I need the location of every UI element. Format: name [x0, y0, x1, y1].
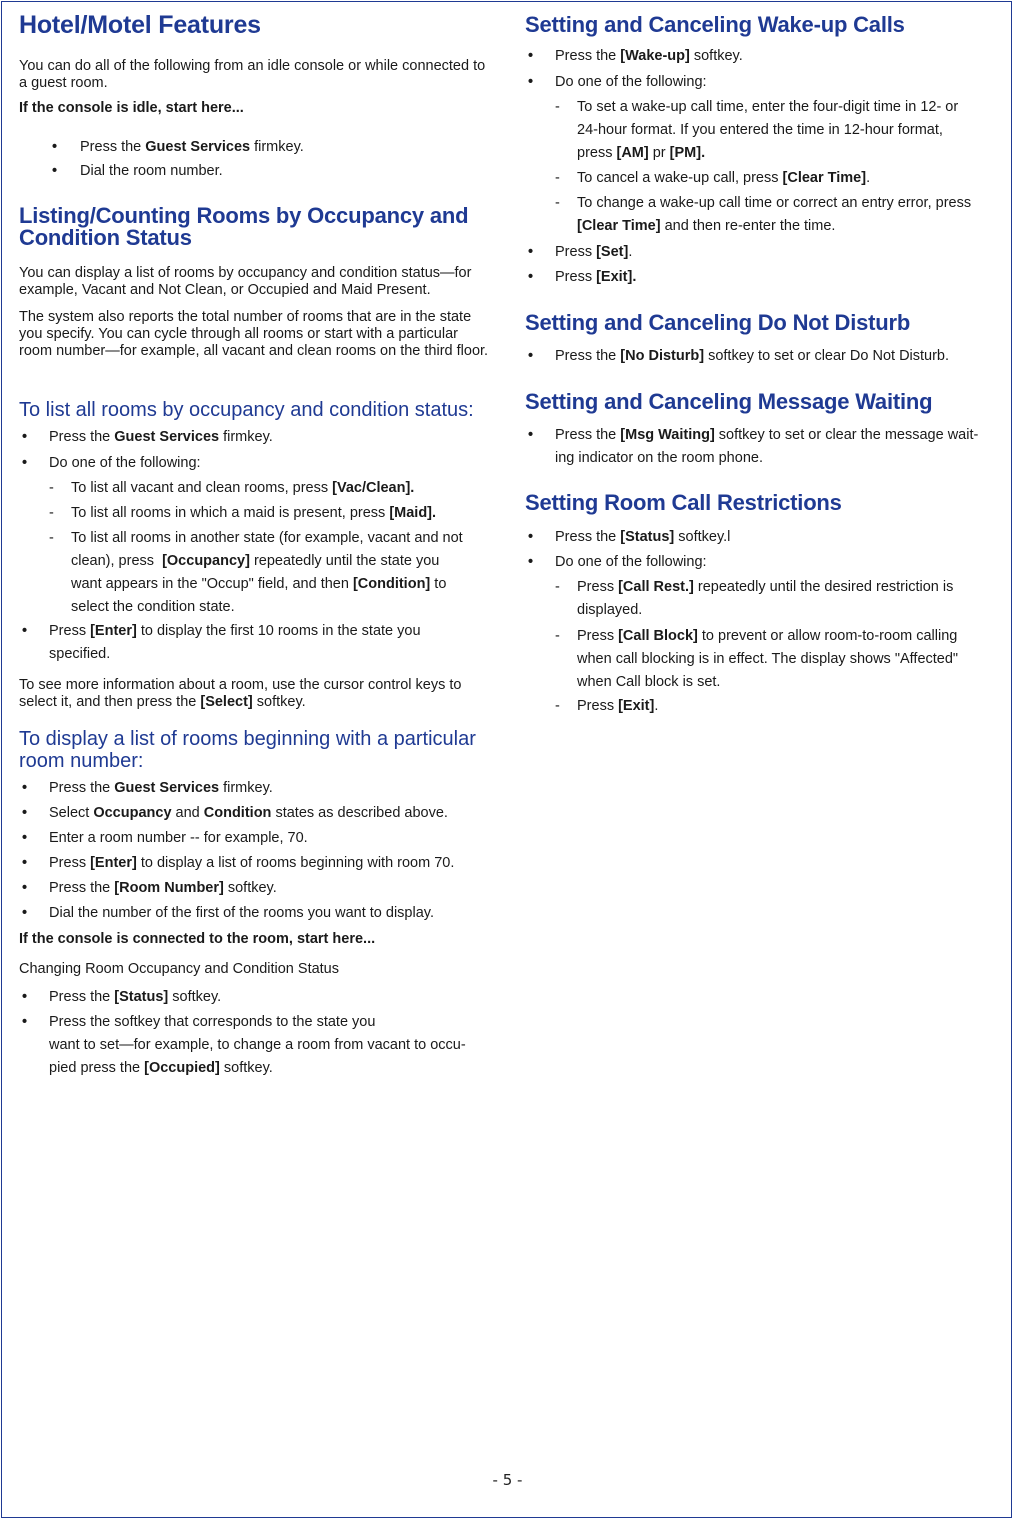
- list-item: • Press [Exit].: [528, 266, 995, 289]
- list-item: • Press [Enter] to display a list of rooms beginning with room 70.: [22, 852, 489, 875]
- listing-heading: Listing/Counting Rooms by Occupancy and Condition Status: [19, 203, 469, 250]
- wake-up-heading: Setting and Canceling Wake-up Calls: [525, 12, 905, 37]
- list-item: • Press the [Room Number] softkey.: [22, 877, 489, 900]
- bullet-icon: •: [528, 74, 534, 90]
- idle-heading: If the console is idle, start here...: [19, 100, 244, 116]
- list-item: • Select Occupancy and Condition states as described above.: [22, 802, 489, 825]
- bullet-icon: •: [22, 429, 28, 445]
- bullet-icon: •: [22, 455, 28, 471]
- bullet-icon: •: [528, 348, 534, 364]
- bullet-icon: •: [52, 139, 58, 155]
- hotel-features-heading: Hotel/Motel Features: [19, 11, 261, 39]
- more-info-paragraph: To see more information about a room, use the cursor control keys to select it, and then press the [Select] softkey.: [19, 677, 462, 710]
- bullet-icon: •: [22, 855, 28, 871]
- list-item: • Press the [Msg Waiting] softkey to set or clear the message wait- ing indicator on the room phone.: [528, 424, 1005, 470]
- list-item: • Do one of the following:: [528, 551, 995, 574]
- list-item: • Press the [Wake-up] softkey.: [528, 45, 995, 68]
- sub-item: - Press [Call Block] to prevent or allow room-to-room calling when call blocking is in effect. The display shows "Affected" when Call block is set.: [555, 628, 959, 690]
- display-list-heading: To display a list of rooms beginning with a particular room number:: [19, 728, 476, 772]
- list-item: • Press [Enter] to display the first 10 rooms in the state you specified.: [22, 620, 489, 666]
- sub-item: - To list all rooms in another state (for example, vacant and not clean), press [Occupancy] repeatedly until the state you want appears in the "Occup" field, and then [Condition] to select the condition state.: [49, 530, 463, 615]
- do-not-disturb-heading: Setting and Canceling Do Not Disturb: [525, 310, 911, 335]
- bullet-icon: •: [52, 163, 58, 179]
- list-item: • Press the Guest Services firmkey.: [22, 777, 489, 800]
- list-all-heading: To list all rooms by occupancy and condition status:: [19, 399, 474, 421]
- list-item: • Press [Set].: [528, 241, 995, 264]
- list-item: • Press the softkey that corresponds to the state you want to set—for example, to change a room from vacant to occu- pied press the [Occupied] softkey.: [22, 1011, 489, 1080]
- sub-item: - To change a wake-up call time or correct an entry error, press [Clear Time] and then re-enter the time.: [555, 195, 972, 234]
- page-number: - 5 -: [492, 1471, 523, 1489]
- list-item: • Press the Guest Services firmkey.: [52, 136, 304, 159]
- bullet-icon: •: [528, 554, 534, 570]
- call-restrictions-heading: Setting Room Call Restrictions: [525, 490, 842, 515]
- sub-item: - Press [Exit].: [555, 698, 659, 714]
- sub-item: - To set a wake-up call time, enter the four-digit time in 12- or 24-hour format. If you entered the time in 12-hour format, press [AM] pr [PM].: [555, 99, 959, 161]
- message-waiting-heading: Setting and Canceling Message Waiting: [525, 389, 933, 414]
- list-item: • Press the [Status] softkey.l: [528, 526, 995, 549]
- sub-item: - To cancel a wake-up call, press [Clear Time].: [555, 170, 871, 186]
- list-item: • Dial the number of the first of the rooms you want to display.: [22, 902, 489, 925]
- list-item: • Press the [Status] softkey.: [22, 986, 489, 1009]
- bullet-icon: •: [22, 905, 28, 921]
- listing-paragraph-2: The system also reports the total number of rooms that are in the state you specify. You can cycle through all rooms or start with a particular room number—for example, all vacant and clean rooms on the third floor.: [19, 309, 489, 359]
- bullet-icon: •: [528, 427, 534, 443]
- list-item: • Press the Guest Services firmkey.: [22, 426, 489, 449]
- bullet-icon: •: [22, 623, 28, 639]
- hotel-intro: You can do all of the following from an idle console or while connected to a guest room.: [19, 58, 486, 91]
- list-item: • Do one of the following:: [22, 452, 489, 475]
- list-item: • Dial the room number.: [52, 160, 223, 183]
- sub-item: - To list all vacant and clean rooms, press [Vac/Clean].: [49, 480, 415, 496]
- sub-item: - Press [Call Rest.] repeatedly until the desired restriction is displayed.: [555, 579, 954, 618]
- bullet-icon: •: [22, 989, 28, 1005]
- list-item: • Press the [No Disturb] softkey to set or clear Do Not Disturb.: [528, 345, 995, 368]
- bullet-icon: •: [528, 48, 534, 64]
- bullet-icon: •: [528, 269, 534, 285]
- list-item: • Do one of the following:: [528, 71, 995, 94]
- bullet-icon: •: [22, 805, 28, 821]
- list-item: • Enter a room number -- for example, 70.: [22, 827, 489, 850]
- bullet-icon: •: [22, 830, 28, 846]
- changing-status-label: Changing Room Occupancy and Condition Status: [19, 961, 339, 977]
- sub-item: - To list all rooms in which a maid is present, press [Maid].: [49, 505, 437, 521]
- listing-paragraph-1: You can display a list of rooms by occupancy and condition status—for example, Vacant and Not Clean, or Occupied and Maid Present.: [19, 265, 472, 298]
- bullet-icon: •: [528, 529, 534, 545]
- bullet-icon: •: [22, 780, 28, 796]
- connected-heading: If the console is connected to the room, start here...: [19, 931, 376, 947]
- bullet-icon: •: [528, 244, 534, 260]
- bullet-icon: •: [22, 880, 28, 896]
- bullet-icon: •: [22, 1014, 28, 1030]
